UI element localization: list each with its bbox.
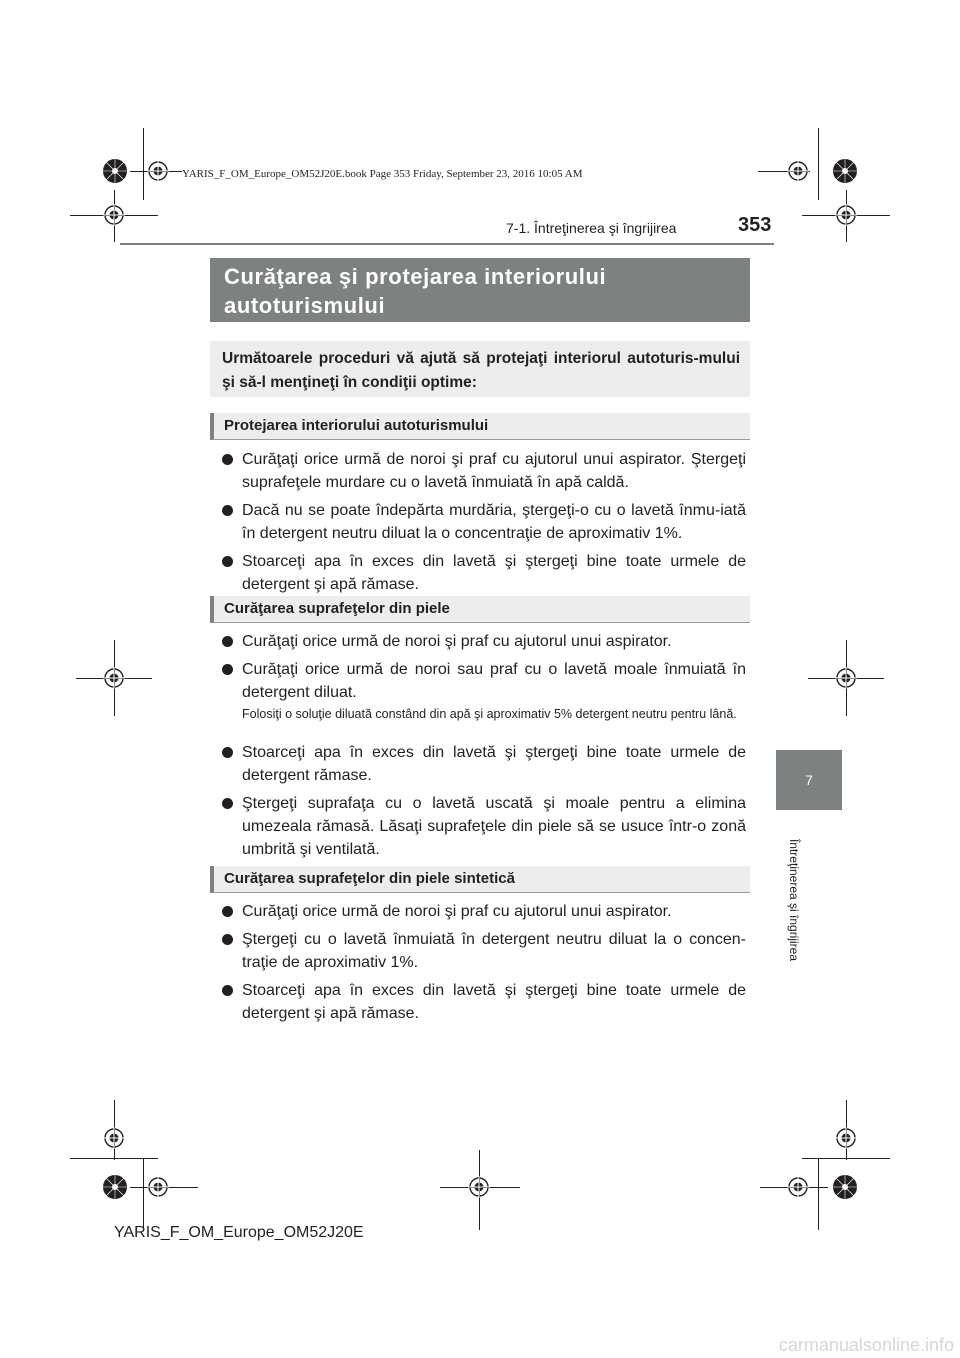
- leather-note: Folosiţi o soluţie diluată constând din apă şi aproximativ 5% detergent neutru pentru lână.: [242, 707, 737, 721]
- rosette-mark-icon: [832, 1174, 858, 1200]
- registration-mark-icon: [103, 667, 125, 689]
- list-item: Stoarceţi apa în exces din lavetă şi ştergeţi bine toate urmele de detergent rămase.: [220, 741, 746, 787]
- chapter-tab: 7: [776, 750, 842, 810]
- leather-list: [220, 630, 746, 709]
- list-item: Ştergeţi suprafaţa cu o lavetă uscată şi moale pentru a elimina umezeala rămasă. Lăsaţi suprafeţele din piele să se usuce într-o zonă umbrită şi ventilată.: [220, 792, 746, 861]
- bullet-icon: [222, 798, 233, 809]
- registration-mark-icon: [835, 667, 857, 689]
- rosette-mark-icon: [102, 1174, 128, 1200]
- bullet-icon: [222, 934, 233, 945]
- list-item: Ştergeţi cu o lavetă înmuiată în detergent neutru diluat la o concen-traţie de aproximativ 1%.: [220, 928, 746, 974]
- bullet-icon: [222, 636, 233, 647]
- registration-mark-icon: [835, 1127, 857, 1149]
- synthetic-leather-list: [220, 900, 746, 1030]
- list-item: Dacă nu se poate îndepărta murdăria, ştergeţi-o cu o lavetă înmu-iată în detergent neutru diluat la o concentraţie de aproximativ 1%.: [220, 499, 746, 545]
- file-header: YARIS_F_OM_Europe_OM52J20E.book Page 353 Friday, September 23, 2016 10:05 AM: [182, 168, 583, 180]
- registration-mark-icon: [147, 1176, 169, 1198]
- list-item: Stoarceţi apa în exces din lavetă şi ştergeţi bine toate urmele de detergent şi apă rămase.: [220, 979, 746, 1025]
- registration-mark-icon: [147, 160, 169, 182]
- page-title: Curăţarea şi protejarea interiorului autoturismului: [210, 258, 750, 322]
- watermark: carmanualsonline.info: [778, 1335, 954, 1355]
- registration-mark-icon: [835, 204, 857, 226]
- footer-code: YARIS_F_OM_Europe_OM52J20E: [114, 1224, 364, 1241]
- registration-mark-icon: [787, 1176, 809, 1198]
- leather-list-continued: [220, 741, 746, 866]
- rosette-mark-icon: [832, 158, 858, 184]
- header-rule: [120, 243, 774, 245]
- running-head: 7-1. Întreţinerea şi îngrijirea: [506, 220, 677, 236]
- list-item: Stoarceţi apa în exces din lavetă şi ştergeţi bine toate urmele de detergent şi apă rămase.: [220, 550, 746, 596]
- section-heading-synthetic-leather: Curăţarea suprafeţelor din piele sintetică: [210, 866, 750, 893]
- bullet-icon: [222, 906, 233, 917]
- registration-mark-icon: [468, 1176, 490, 1198]
- registration-mark-icon: [103, 1127, 125, 1149]
- protection-list: [220, 448, 746, 601]
- bullet-icon: [222, 664, 233, 675]
- page-number: 353: [738, 214, 772, 236]
- bullet-icon: [222, 985, 233, 996]
- bullet-icon: [222, 454, 233, 465]
- rosette-mark-icon: [102, 158, 128, 184]
- registration-mark-icon: [103, 204, 125, 226]
- list-item: Curăţaţi orice urmă de noroi şi praf cu ajutorul unui aspirator.: [220, 630, 746, 653]
- intro-text: Următoarele proceduri vă ajută să protejaţi interiorul autoturis-mului şi să-l menţineţi în condiţii optime:: [210, 341, 750, 397]
- list-item: Curăţaţi orice urmă de noroi şi praf cu ajutorul unui aspirator. Ştergeţi suprafeţele murdare cu o lavetă înmuiată în apă caldă.: [220, 448, 746, 494]
- section-heading-protection: Protejarea interiorului autoturismului: [210, 413, 750, 440]
- section-heading-leather: Curăţarea suprafeţelor din piele: [210, 596, 750, 623]
- list-item: Curăţaţi orice urmă de noroi sau praf cu o lavetă moale înmuiată în detergent diluat.: [220, 658, 746, 704]
- bullet-icon: [222, 747, 233, 758]
- bullet-icon: [222, 556, 233, 567]
- chapter-side-label-text: Întreţinerea şi îngrijirea: [787, 838, 801, 962]
- list-item: Curăţaţi orice urmă de noroi şi praf cu ajutorul unui aspirator.: [220, 900, 746, 923]
- bullet-icon: [222, 505, 233, 516]
- registration-mark-icon: [787, 160, 809, 182]
